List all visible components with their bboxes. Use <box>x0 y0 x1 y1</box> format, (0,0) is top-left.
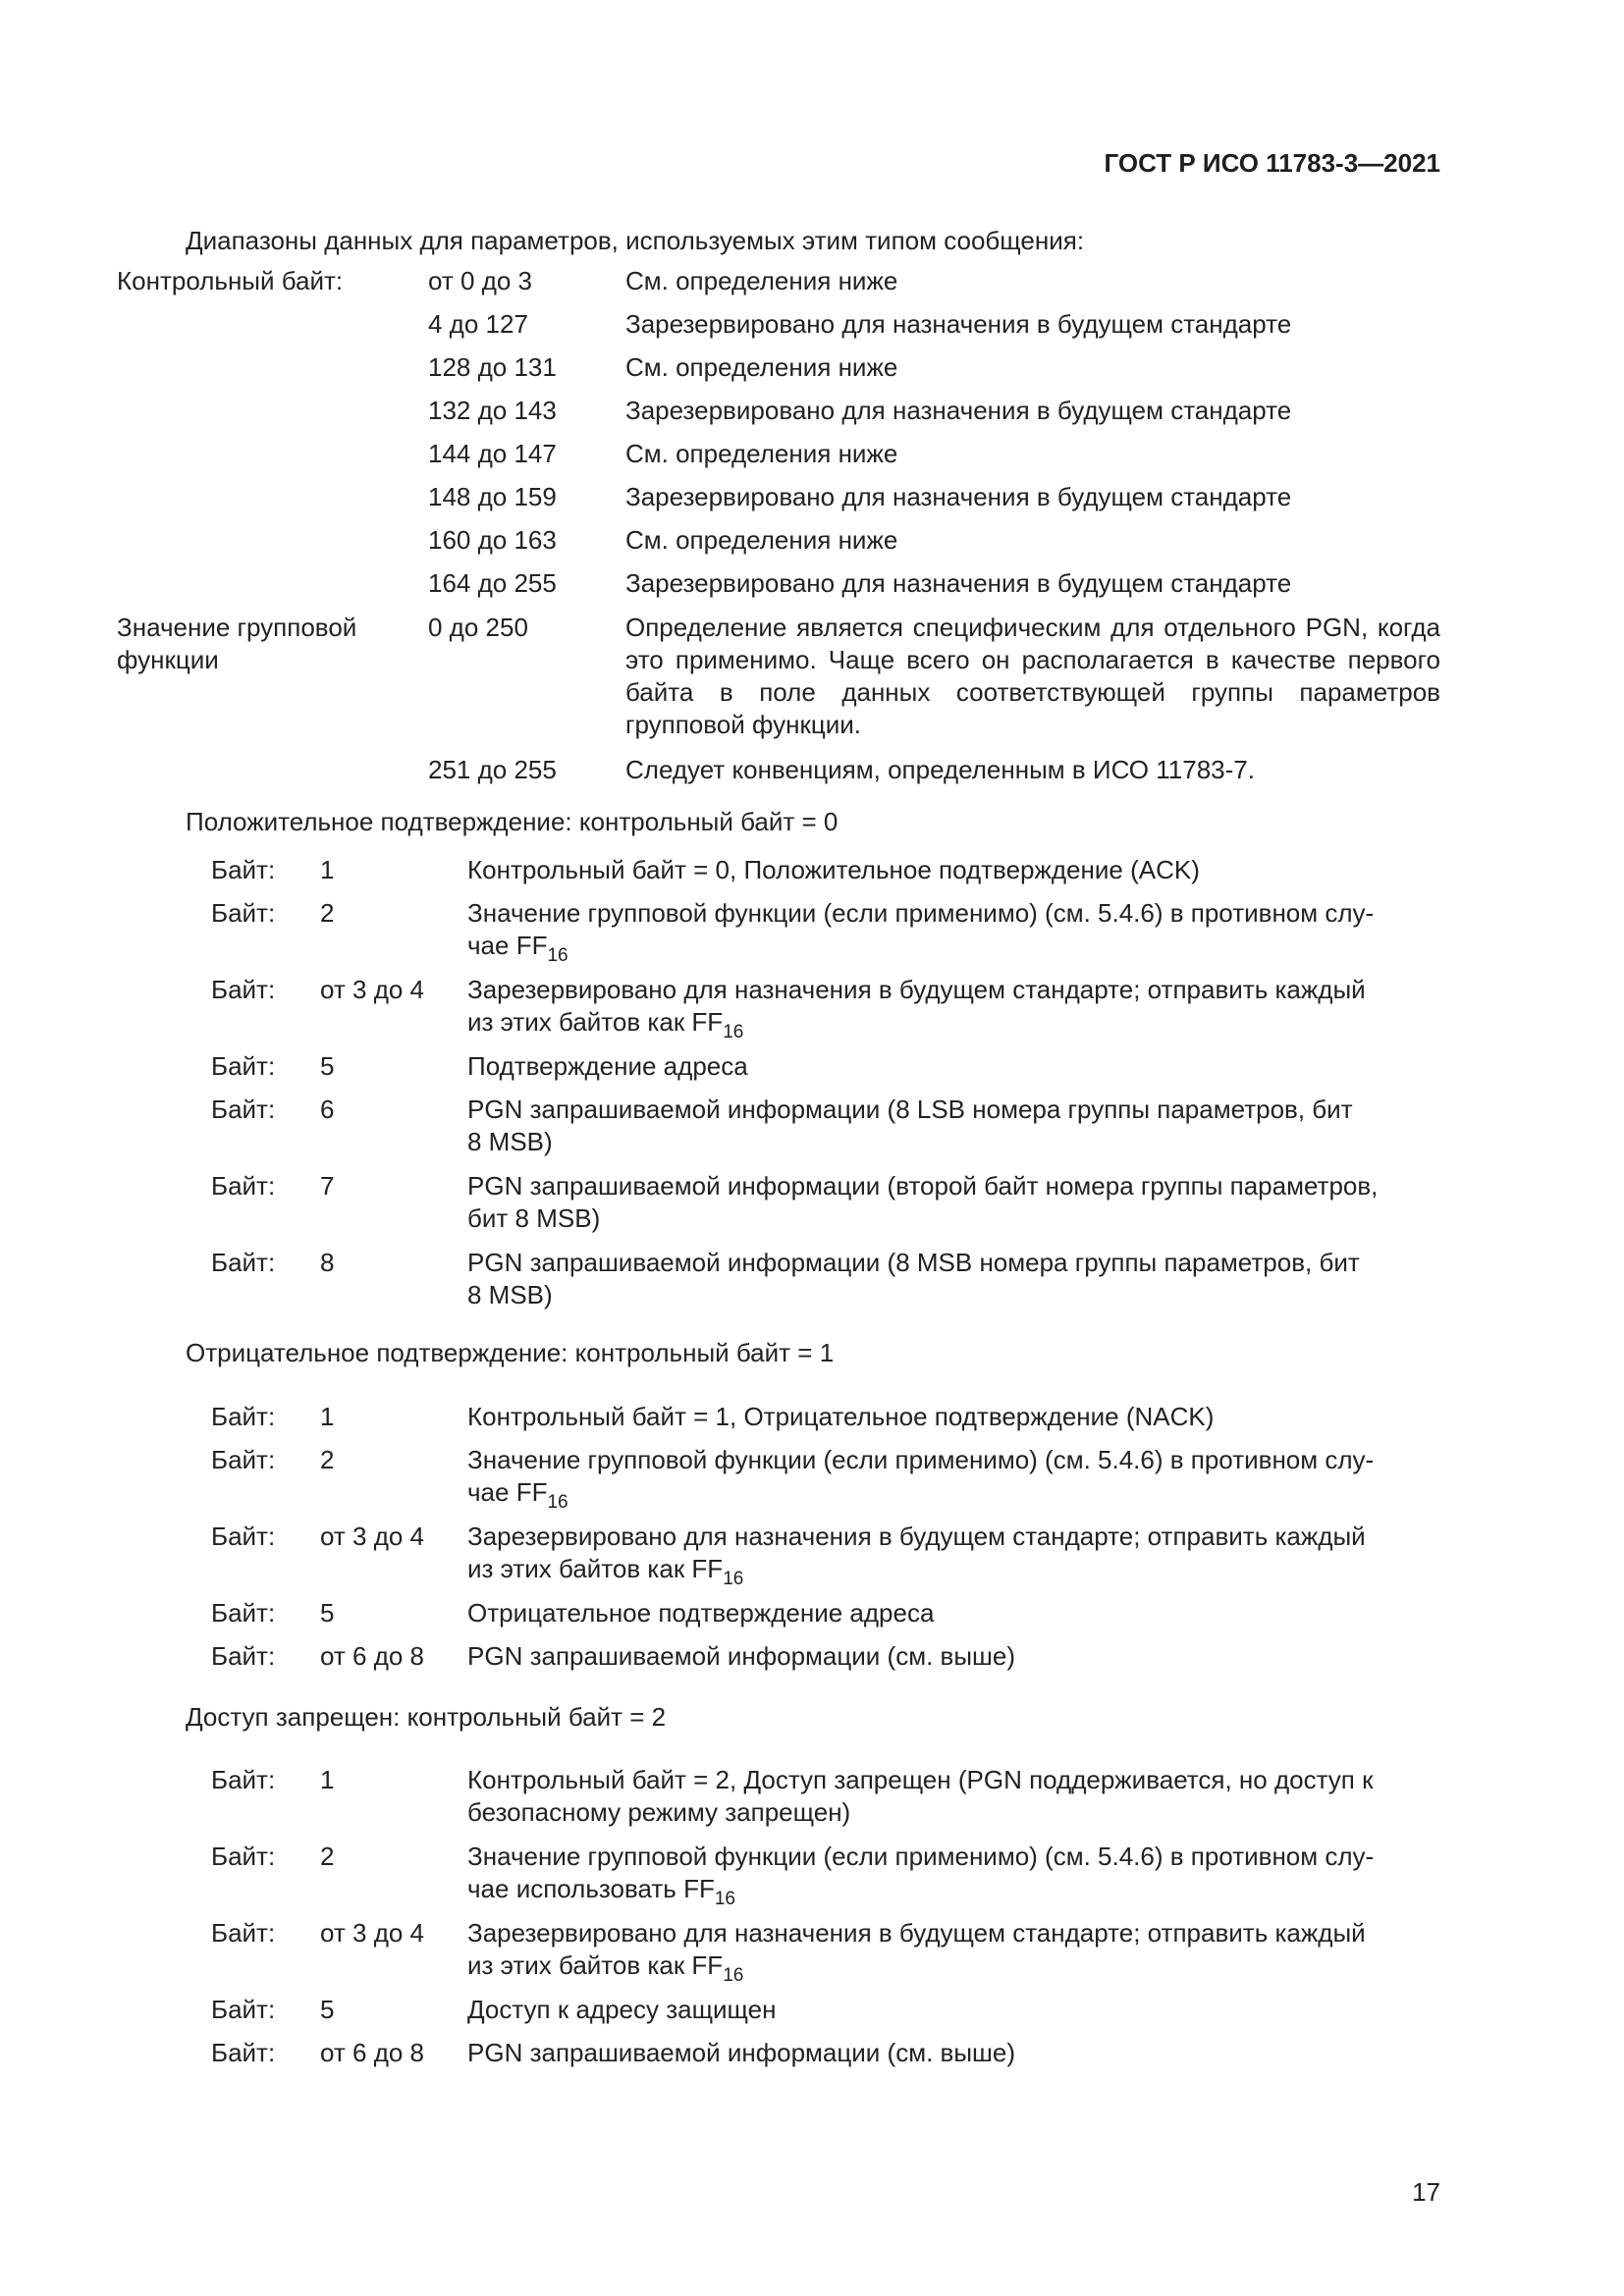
byte-number: от 3 до 4 <box>320 975 425 1004</box>
byte-label: Байт: <box>211 1095 276 1124</box>
hex-subscript: 16 <box>723 1022 744 1042</box>
byte-number: 6 <box>320 1095 335 1124</box>
byte-label: Байт: <box>211 975 276 1004</box>
range-value: 0 до 250 <box>428 613 528 642</box>
byte-number: от 3 до 4 <box>320 1918 425 1948</box>
hex-subscript: 16 <box>547 945 568 966</box>
byte-label: Байт: <box>211 1171 276 1201</box>
byte-description: PGN запрашиваемой информации (см. выше) <box>467 1641 1015 1671</box>
byte-label: Байт: <box>211 1522 276 1551</box>
byte-number: 8 <box>320 1248 335 1277</box>
description-line: 8 MSB) <box>467 1280 553 1309</box>
byte-label: Байт: <box>211 898 276 928</box>
byte-number: от 6 до 8 <box>320 1641 425 1671</box>
byte-number: 2 <box>320 898 335 928</box>
byte-label: Байт: <box>211 855 276 884</box>
description-line: чае FF <box>467 1477 548 1507</box>
byte-number: 1 <box>320 855 335 884</box>
range-description: Следует конвенциям, определенным в ИСО 11783-7. <box>625 755 1255 784</box>
range-value: 160 до 163 <box>428 525 557 555</box>
byte-description <box>467 1917 1440 1986</box>
description-line: 8 MSB) <box>467 1127 553 1156</box>
range-description: См. определения ниже <box>625 439 898 468</box>
byte-label: Байт: <box>211 1445 276 1474</box>
group-function-label <box>117 612 356 676</box>
description-line: чае использовать FF <box>467 1874 715 1903</box>
byte-label: Байт: <box>211 1765 276 1794</box>
byte-description <box>467 1521 1440 1589</box>
description-line: безопасному режиму запрещен) <box>467 1797 851 1827</box>
range-description: См. определения ниже <box>625 266 898 295</box>
description-line: Зарезервировано для назначения в будущем стандарте; отправить каждый <box>467 1522 1366 1551</box>
byte-number: 5 <box>320 1051 335 1081</box>
range-description: Зарезервировано для назначения в будущем стандарте <box>625 309 1292 339</box>
description-line: PGN запрашиваемой информации (второй байт номера группы параметров, <box>467 1171 1379 1201</box>
group-function-label-line: функции <box>117 645 219 674</box>
range-description: Зарезервировано для назначения в будущем стандарте <box>625 568 1292 598</box>
hex-subscript: 16 <box>714 1889 735 1909</box>
range-description: Зарезервировано для назначения в будущем стандарте <box>625 396 1292 425</box>
hex-subscript: 16 <box>547 1492 568 1513</box>
byte-description <box>467 1444 1440 1513</box>
byte-description <box>467 1094 1440 1158</box>
byte-label: Байт: <box>211 1598 276 1628</box>
byte-description: Контрольный байт = 1, Отрицательное подтверждение (NACK) <box>467 1402 1215 1431</box>
group-function-label-line: Значение групповой <box>117 613 357 642</box>
range-value: 144 до 147 <box>428 439 557 468</box>
description-line: Значение групповой функции (если применимо) (см. 5.4.6) в противном слу- <box>467 1842 1375 1871</box>
byte-number: 5 <box>320 1995 335 2024</box>
denied-section-title: Доступ запрещен: контрольный байт = 2 <box>186 1702 667 1732</box>
byte-label: Байт: <box>211 1248 276 1277</box>
control-byte-label: Контрольный байт: <box>117 266 344 295</box>
range-description: Зарезервировано для назначения в будущем стандарте <box>625 482 1292 511</box>
range-description: Определение является специфическим для отдельного PGN, когда это применимо. Чаще всего он располагается в качестве первого байта в поле данных соответствующей группы параметров групповой функции. <box>625 613 1440 739</box>
range-value: 251 до 255 <box>428 755 557 784</box>
byte-number: 1 <box>320 1765 335 1794</box>
document-header: ГОСТ Р ИСО 11783-3—2021 <box>1104 148 1440 178</box>
description-line: бит 8 MSB) <box>467 1203 601 1233</box>
description-line: из этих байтов как FF <box>467 1554 724 1583</box>
byte-description <box>467 974 1440 1042</box>
byte-description <box>467 1764 1440 1829</box>
byte-description <box>467 1247 1440 1311</box>
range-value: от 0 до 3 <box>428 266 533 295</box>
hex-subscript: 16 <box>723 1569 744 1589</box>
byte-label: Байт: <box>211 1402 276 1431</box>
byte-description: Отрицательное подтверждение адреса <box>467 1598 935 1628</box>
byte-number: 2 <box>320 1445 335 1474</box>
ack-section-title: Положительное подтверждение: контрольный байт = 0 <box>186 807 839 836</box>
byte-description <box>467 1841 1440 1909</box>
description-line: из этих байтов как FF <box>467 1950 724 1980</box>
description-line: из этих байтов как FF <box>467 1007 724 1037</box>
page-number: 17 <box>1412 2177 1440 2207</box>
byte-description <box>467 897 1440 966</box>
description-line: Значение групповой функции (если применимо) (см. 5.4.6) в противном слу- <box>467 898 1375 928</box>
byte-number: 1 <box>320 1402 335 1431</box>
byte-label: Байт: <box>211 1842 276 1871</box>
byte-number: от 3 до 4 <box>320 1522 425 1551</box>
byte-description: Доступ к адресу защищен <box>467 1995 777 2024</box>
byte-label: Байт: <box>211 2038 276 2067</box>
range-value: 128 до 131 <box>428 352 557 382</box>
byte-label: Байт: <box>211 1051 276 1081</box>
range-value: 132 до 143 <box>428 396 557 425</box>
range-value: 4 до 127 <box>428 309 528 339</box>
hex-subscript: 16 <box>723 1965 744 1986</box>
description-line: PGN запрашиваемой информации (8 LSB номера группы параметров, бит <box>467 1095 1353 1124</box>
description-line: чае FF <box>467 931 548 960</box>
byte-description: Контрольный байт = 0, Положительное подтверждение (ACK) <box>467 855 1200 884</box>
byte-number: от 6 до 8 <box>320 2038 425 2067</box>
byte-label: Байт: <box>211 1918 276 1948</box>
description-line: Зарезервировано для назначения в будущем стандарте; отправить каждый <box>467 1918 1366 1948</box>
byte-label: Байт: <box>211 1995 276 2024</box>
byte-number: 2 <box>320 1842 335 1871</box>
range-description: См. определения ниже <box>625 525 898 555</box>
byte-number: 7 <box>320 1171 335 1201</box>
byte-number: 5 <box>320 1598 335 1628</box>
range-description: См. определения ниже <box>625 352 898 382</box>
byte-description: Подтверждение адреса <box>467 1051 748 1081</box>
range-value: 164 до 255 <box>428 568 557 598</box>
intro-text: Диапазоны данных для параметров, используемых этим типом сообщения: <box>186 226 1085 255</box>
description-line: Значение групповой функции (если применимо) (см. 5.4.6) в противном слу- <box>467 1445 1375 1474</box>
byte-description: PGN запрашиваемой информации (см. выше) <box>467 2038 1015 2067</box>
description-line: Зарезервировано для назначения в будущем стандарте; отправить каждый <box>467 975 1366 1004</box>
byte-label: Байт: <box>211 1641 276 1671</box>
description-line: Контрольный байт = 2, Доступ запрещен (PGN поддерживается, но доступ к <box>467 1765 1374 1794</box>
nack-section-title: Отрицательное подтверждение: контрольный байт = 1 <box>186 1338 835 1367</box>
range-value: 148 до 159 <box>428 482 557 511</box>
byte-description <box>467 1170 1440 1235</box>
description-line: PGN запрашиваемой информации (8 MSB номера группы параметров, бит <box>467 1248 1360 1277</box>
